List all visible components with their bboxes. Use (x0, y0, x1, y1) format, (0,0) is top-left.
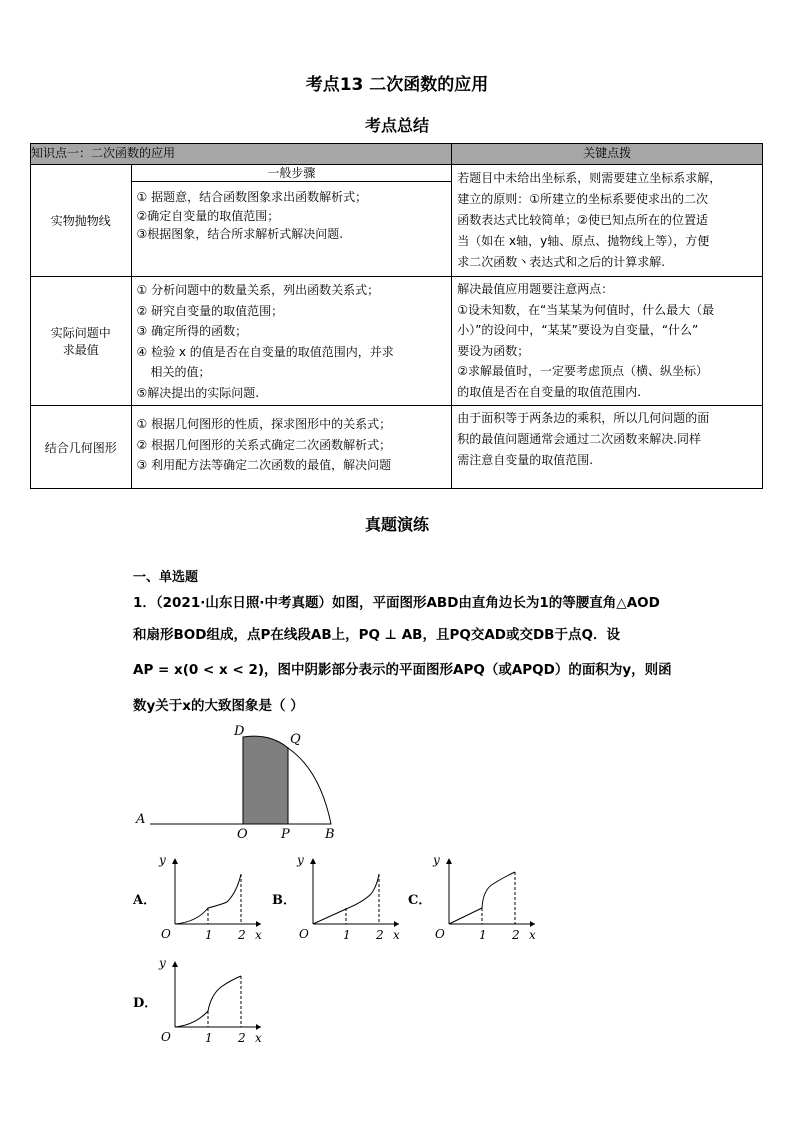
svg-text:1: 1 (343, 928, 351, 942)
svg-text:x: x (255, 928, 262, 942)
step-line: ③根据图象，结合所求解析式解决问题. (136, 227, 344, 241)
step-line: ① 据题意，结合函数图象求出函数解析式； (136, 190, 368, 204)
category-cell (31, 277, 132, 406)
tip-line: 建立的原则：①所建立的坐标系要使求出的二次 (457, 192, 708, 206)
question-line: 数y关于x的大致图象是（ ） (133, 698, 304, 714)
steps-header: 一般步骤 (132, 165, 452, 182)
category-cell: 结合几何图形 (31, 406, 132, 489)
tips-cell (452, 165, 763, 277)
practice-title: 真题演练 (364, 515, 429, 534)
step-line: ② 根据几何图形的关系式确定二次函数解析式； (136, 437, 392, 452)
tip-line: 要设为函数； (457, 343, 530, 358)
tip-line: 需注意自变量的取值范围. (457, 453, 594, 467)
step-line: ④ 检验 x 的值是否在自变量的取值范围内，并求 (136, 344, 394, 359)
category-line: 求最值 (62, 343, 99, 357)
table-header-knowledge: 知识点一：二次函数的应用 (31, 144, 452, 165)
page-title: 考点13 二次函数的应用 (305, 75, 489, 95)
step-line: ③ 确定所得的函数； (136, 324, 248, 338)
table-header-tips: 关键点拨 (452, 144, 763, 165)
section-label: 一、单选题 (133, 570, 199, 585)
option-b-graph[interactable] (293, 852, 405, 944)
question-line: 1．（2021·山东日照·中考真题）如图，平面图形ABD由直角边长为1的等腰直角△AOD (133, 595, 660, 611)
tip-line: ②求解最值时，一定要考虑顶点（横、纵坐标） (457, 364, 708, 378)
svg-text:x: x (255, 1031, 262, 1045)
svg-text:O: O (161, 1030, 171, 1044)
tips-cell (452, 406, 763, 489)
svg-text:y: y (159, 956, 166, 970)
svg-text:x: x (529, 928, 536, 942)
shaded-region (150, 736, 288, 824)
step-line: 相关的值； (150, 365, 211, 379)
label-b: B (325, 827, 335, 842)
curve (175, 976, 241, 1027)
steps-cell (131, 165, 452, 277)
question-line: 和扇形BOD组成，点P在线段AB上，PQ ⊥ AB，且PQ交AD或交DB于点Q．设 (133, 627, 620, 643)
curve (175, 874, 241, 924)
svg-text:1: 1 (205, 928, 213, 942)
option-c-graph[interactable] (429, 852, 541, 944)
option-d-label[interactable]: D． (133, 996, 158, 1011)
option-a-label[interactable]: A． (133, 893, 157, 908)
step-line: ① 分析问题中的数量关系，列出函数关系式； (136, 283, 380, 297)
svg-text:2: 2 (512, 928, 520, 942)
svg-text:O: O (435, 927, 445, 941)
step-line: ②确定自变量的取值范围； (136, 208, 280, 223)
tip-line: 的取值是否在自变量的取值范围内. (457, 384, 642, 399)
tip-line: 积的最值问题通常会通过二次函数来解决.同样 (457, 432, 702, 446)
svg-text:O: O (161, 927, 171, 941)
label-q: Q (290, 732, 301, 747)
svg-text:2: 2 (238, 1031, 246, 1045)
summary-table (30, 143, 763, 489)
step-line: ② 研究自变量的取值范围； (136, 303, 284, 318)
step-line: ⑤解决提出的实际问题. (136, 385, 260, 400)
option-b-label[interactable]: B． (272, 893, 296, 908)
curve (313, 874, 379, 924)
tip-line: 若题目中未给出坐标系，则需要建立坐标系求解， (457, 171, 722, 185)
steps-cell (131, 406, 452, 489)
category-line: 实际问题中 (50, 326, 111, 340)
tip-line: ①设未知数，在“当某某为何值时，什么最大（最 (457, 302, 715, 317)
steps-cell (131, 277, 452, 406)
question-line: AP = x(0 < x < 2)，图中阴影部分表示的平面图形APQ（或APQD）的面积为y，则函 (133, 662, 672, 678)
svg-text:1: 1 (479, 928, 487, 942)
option-a-graph[interactable] (155, 852, 267, 944)
curve (449, 872, 515, 924)
tip-line: 小）”的设问中，“某某”要设为自变量，“什么” (457, 323, 699, 337)
tip-line: 解决最值应用题要注意两点： (457, 282, 614, 296)
tip-line: 函数表达式比较简单；②使已知点所在的位置适 (457, 213, 708, 227)
svg-text:O: O (299, 927, 309, 941)
svg-text:y: y (297, 853, 304, 867)
svg-text:1: 1 (205, 1031, 213, 1045)
tip-line: 求二次函数丶表达式和之后的计算求解. (457, 255, 666, 269)
tips-cell (452, 277, 763, 406)
unshaded-sector (288, 748, 331, 824)
category-cell: 实物抛物线 (31, 165, 132, 277)
label-o: O (237, 827, 248, 842)
option-c-label[interactable]: C． (408, 893, 432, 908)
svg-text:2: 2 (376, 928, 384, 942)
svg-text:x: x (393, 928, 400, 942)
geometry-figure (130, 720, 350, 842)
svg-text:2: 2 (238, 928, 246, 942)
tip-line: 由于面积等于两条边的乘积，所以几何问题的面 (457, 411, 710, 425)
svg-text:y: y (159, 853, 166, 867)
label-d: D (234, 724, 245, 739)
tip-line: 当（如在 x轴，y轴、原点、抛物线上等），方便 (457, 234, 710, 248)
step-line: ① 根据几何图形的性质，探求图形中的关系式； (136, 417, 392, 431)
label-p: P (281, 827, 290, 842)
step-line: ③ 利用配方法等确定二次函数的最值，解决问题 (136, 458, 392, 472)
label-a: A (136, 812, 146, 827)
option-d-graph[interactable] (155, 955, 267, 1047)
svg-text:y: y (433, 853, 440, 867)
summary-title: 考点总结 (364, 116, 429, 135)
